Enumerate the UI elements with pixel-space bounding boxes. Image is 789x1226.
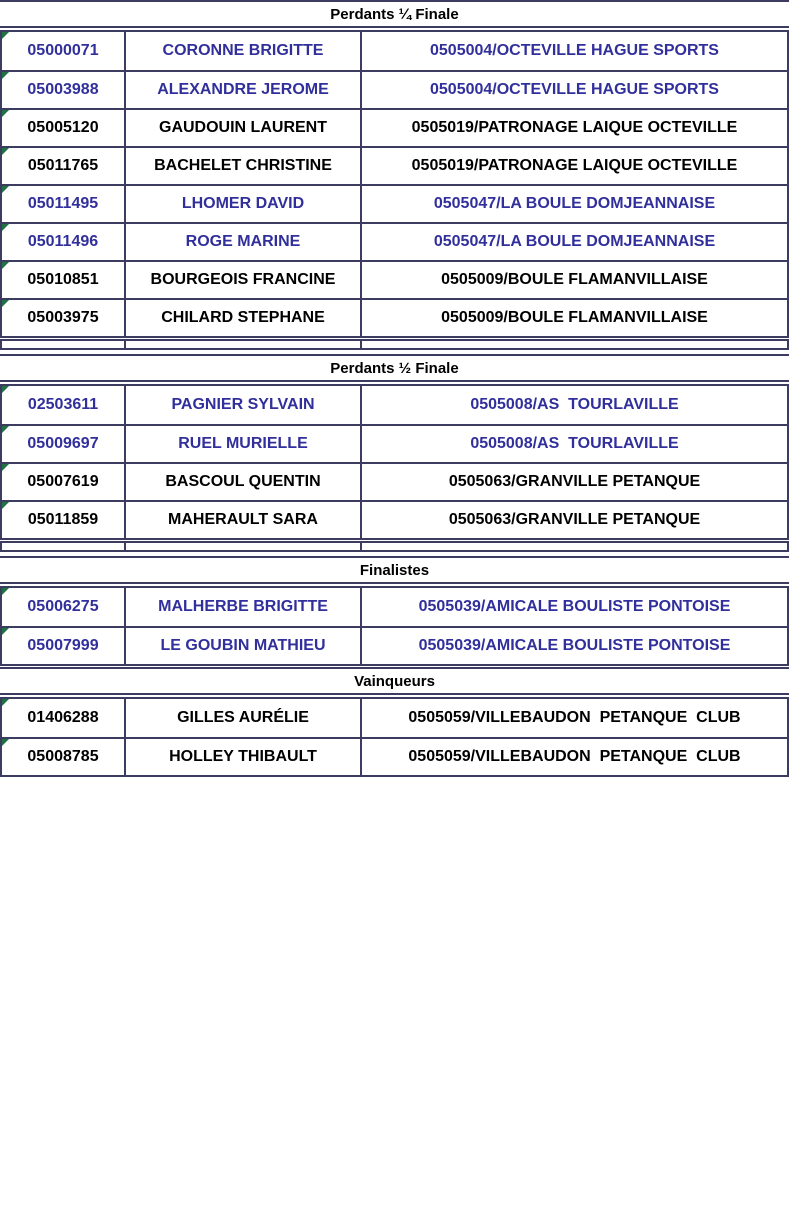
player-row — [2, 70, 787, 108]
license-cell — [2, 426, 124, 462]
spacer-cell — [2, 341, 124, 348]
corner-marker-icon — [2, 426, 9, 433]
club-cell: 0505004/OCTEVILLE HAGUE SPORTS — [360, 32, 787, 70]
player-row — [2, 588, 787, 626]
section-rows-vainqueurs — [0, 697, 789, 777]
club-cell: 0505019/PATRONAGE LAIQUE OCTEVILLE — [360, 148, 787, 184]
club-cell: 0505039/AMICALE BOULISTE PONTOISE — [360, 628, 787, 664]
license-cell — [2, 502, 124, 538]
corner-marker-icon — [2, 224, 9, 231]
player-name-cell: GAUDOUIN LAURENT — [124, 110, 360, 146]
section-title-text: Vainqueurs — [354, 672, 435, 690]
spacer-cell — [2, 543, 124, 550]
player-row — [2, 298, 787, 336]
corner-marker-icon — [2, 739, 9, 746]
corner-marker-icon — [2, 32, 9, 39]
section-rows-perdants-demi-finale — [0, 384, 789, 540]
club-cell: 0505063/GRANVILLE PETANQUE — [360, 502, 787, 538]
license-cell — [2, 699, 124, 737]
license-cell — [2, 224, 124, 260]
license-number: 05005120 — [27, 119, 99, 136]
corner-marker-icon — [2, 386, 9, 393]
club-cell: 0505008/AS TOURLAVILLE — [360, 386, 787, 424]
license-cell — [2, 186, 124, 222]
club-cell: 0505019/PATRONAGE LAIQUE OCTEVILLE — [360, 110, 787, 146]
player-row — [2, 424, 787, 462]
license-number: 02503611 — [27, 396, 99, 413]
player-name-cell: LE GOUBIN MATHIEU — [124, 628, 360, 664]
player-name-cell: LHOMER DAVID — [124, 186, 360, 222]
player-row — [2, 462, 787, 500]
spacer-row — [0, 339, 789, 350]
license-number: 05006275 — [27, 598, 99, 615]
club-cell: 0505059/VILLEBAUDON PETANQUE CLUB — [360, 739, 787, 775]
player-name-cell: RUEL MURIELLE — [124, 426, 360, 462]
license-cell — [2, 300, 124, 336]
player-row — [2, 32, 787, 70]
license-cell — [2, 464, 124, 500]
section-title-perdants-quart-finale — [0, 0, 789, 28]
player-name-cell: BACHELET CHRISTINE — [124, 148, 360, 184]
license-number: 01406288 — [27, 709, 99, 726]
license-number: 05007999 — [27, 637, 99, 654]
player-name-cell: HOLLEY THIBAULT — [124, 739, 360, 775]
club-cell: 0505039/AMICALE BOULISTE PONTOISE — [360, 588, 787, 626]
club-cell: 0505047/LA BOULE DOMJEANNAISE — [360, 186, 787, 222]
license-number: 05010851 — [27, 271, 99, 288]
player-row — [2, 500, 787, 538]
corner-marker-icon — [2, 262, 9, 269]
license-number: 05000071 — [27, 42, 99, 59]
player-row — [2, 699, 787, 737]
corner-marker-icon — [2, 628, 9, 635]
license-number: 05009697 — [27, 435, 99, 452]
license-cell — [2, 628, 124, 664]
spacer-cell — [124, 543, 360, 550]
license-number: 05007619 — [27, 473, 99, 490]
player-name-cell: BASCOUL QUENTIN — [124, 464, 360, 500]
corner-marker-icon — [2, 300, 9, 307]
club-cell: 0505059/VILLEBAUDON PETANQUE CLUB — [360, 699, 787, 737]
club-cell: 0505004/OCTEVILLE HAGUE SPORTS — [360, 72, 787, 108]
section-title-text: Perdants ¼ Finale — [330, 5, 459, 23]
corner-marker-icon — [2, 148, 9, 155]
player-name-cell: ROGE MARINE — [124, 224, 360, 260]
spacer-row — [0, 541, 789, 552]
player-name-cell: BOURGEOIS FRANCINE — [124, 262, 360, 298]
player-row — [2, 108, 787, 146]
player-row — [2, 222, 787, 260]
license-cell — [2, 110, 124, 146]
player-name-cell: PAGNIER SYLVAIN — [124, 386, 360, 424]
club-cell: 0505009/BOULE FLAMANVILLAISE — [360, 262, 787, 298]
player-row — [2, 626, 787, 664]
corner-marker-icon — [2, 110, 9, 117]
club-cell: 0505008/AS TOURLAVILLE — [360, 426, 787, 462]
license-number: 05003988 — [27, 81, 99, 98]
player-row — [2, 260, 787, 298]
license-cell — [2, 262, 124, 298]
player-name-cell: ALEXANDRE JEROME — [124, 72, 360, 108]
license-number: 05003975 — [27, 309, 99, 326]
section-title-perdants-demi-finale — [0, 354, 789, 382]
spacer-cell — [360, 341, 787, 348]
corner-marker-icon — [2, 72, 9, 79]
club-cell: 0505063/GRANVILLE PETANQUE — [360, 464, 787, 500]
corner-marker-icon — [2, 699, 9, 706]
license-number: 05011859 — [27, 511, 99, 528]
license-number: 05011765 — [27, 157, 99, 174]
spacer-cell — [360, 543, 787, 550]
license-number: 05008785 — [27, 748, 99, 765]
license-cell — [2, 148, 124, 184]
corner-marker-icon — [2, 186, 9, 193]
license-number: 05011495 — [27, 195, 99, 212]
section-title-text: Finalistes — [359, 561, 430, 579]
section-title-finalistes — [0, 556, 789, 584]
club-cell: 0505047/LA BOULE DOMJEANNAISE — [360, 224, 787, 260]
section-title-vainqueurs — [0, 667, 789, 695]
player-row — [2, 184, 787, 222]
section-title-text: Perdants ½ Finale — [330, 359, 459, 377]
player-row — [2, 386, 787, 424]
player-name-cell: GILLES AURÉLIE — [124, 699, 360, 737]
player-row — [2, 737, 787, 775]
corner-marker-icon — [2, 464, 9, 471]
license-cell — [2, 72, 124, 108]
player-name-cell: MAHERAULT SARA — [124, 502, 360, 538]
player-name-cell: MALHERBE BRIGITTE — [124, 588, 360, 626]
license-cell — [2, 588, 124, 626]
player-name-cell: CHILARD STEPHANE — [124, 300, 360, 336]
section-rows-perdants-quart-finale — [0, 30, 789, 338]
corner-marker-icon — [2, 588, 9, 595]
player-name-cell: CORONNE BRIGITTE — [124, 32, 360, 70]
player-row — [2, 146, 787, 184]
license-cell — [2, 386, 124, 424]
license-cell — [2, 32, 124, 70]
club-cell: 0505009/BOULE FLAMANVILLAISE — [360, 300, 787, 336]
license-cell — [2, 739, 124, 775]
spacer-cell — [124, 341, 360, 348]
license-number: 05011496 — [27, 233, 99, 250]
corner-marker-icon — [2, 502, 9, 509]
section-rows-finalistes — [0, 586, 789, 666]
